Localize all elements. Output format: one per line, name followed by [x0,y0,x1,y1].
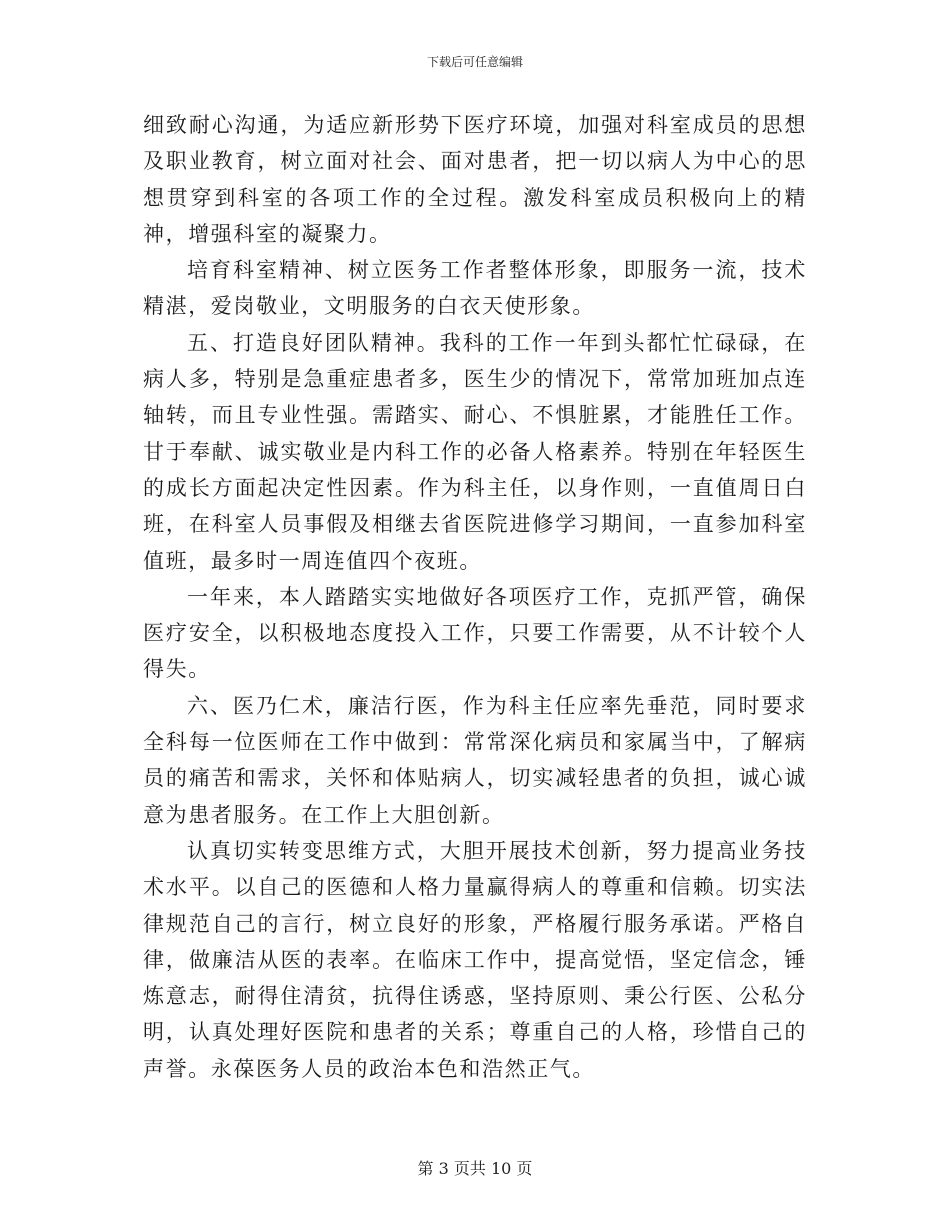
paragraph-continued: 细致耐心沟通，为适应新形势下医疗环境，加强对科室成员的思想及职业教育，树立面对社会、面对患者，把一切以病人为中心的思想贯穿到科室的各项工作的全过程。激发科室成员积极向上的精神，增强科室的凝聚力。 [143,113,807,246]
paragraph-year-summary: 一年来，本人踏踏实实地做好各项医疗工作，克抓严管，确保医疗安全，以积极地态度投入工作，只要工作需要，从不计较个人得失。 [143,584,807,682]
paragraph-section-five: 五、打造良好团队精神。我科的工作一年到头都忙忙碌碌，在病人多，特别是急重症患者多，医生少的情况下，常常加班加点连轴转，而且专业性强。需踏实、耐心、不惧脏累，才能胜任工作。甘于奉献、诚实敬业是内科工作的必备人格素养。特别在年轻医生的成长方面起决定性因素。作为科主任，以身作则，一直值周日白班，在科室人员事假及相继去省医院进修学习期间，一直参加科室值班，最多时一周连值四个夜班。 [143,330,807,573]
page-number: 第 3 页共 10 页 [417,1159,533,1178]
paragraph-innovation-integrity: 认真切实转变思维方式，大胆开展技术创新，努力提高业务技术水平。以自己的医德和人格力量赢得病人的尊重和信赖。切实法律规范自己的言行，树立良好的形象，严格履行服务承诺。严格自律，做廉洁从医的表率。在临床工作中，提高觉悟，坚定信念，锤炼意志，耐得住清贫，抗得住诱惑，坚持原则、秉公行医、公私分明，认真处理好医院和患者的关系；尊重自己的人格，珍惜自己的声誉。永葆医务人员的政治本色和浩然正气。 [143,838,807,1081]
paragraph-section-six: 六、医乃仁术，廉洁行医，作为科主任应率先垂范，同时要求全科每一位医师在工作中做到：常常深化病员和家属当中，了解病员的痛苦和需求，关怀和体贴病人，切实减轻患者的负担，诚心诚意为患者服务。在工作上大胆创新。 [143,693,807,827]
paragraph-team-spirit-image: 培育科室精神、树立医务工作者整体形象，即服务一流，技术精湛，爱岗敬业，文明服务的白衣天使形象。 [143,258,807,319]
document-body [143,107,807,1087]
page-header: 下载后可任意编辑 [426,55,523,69]
